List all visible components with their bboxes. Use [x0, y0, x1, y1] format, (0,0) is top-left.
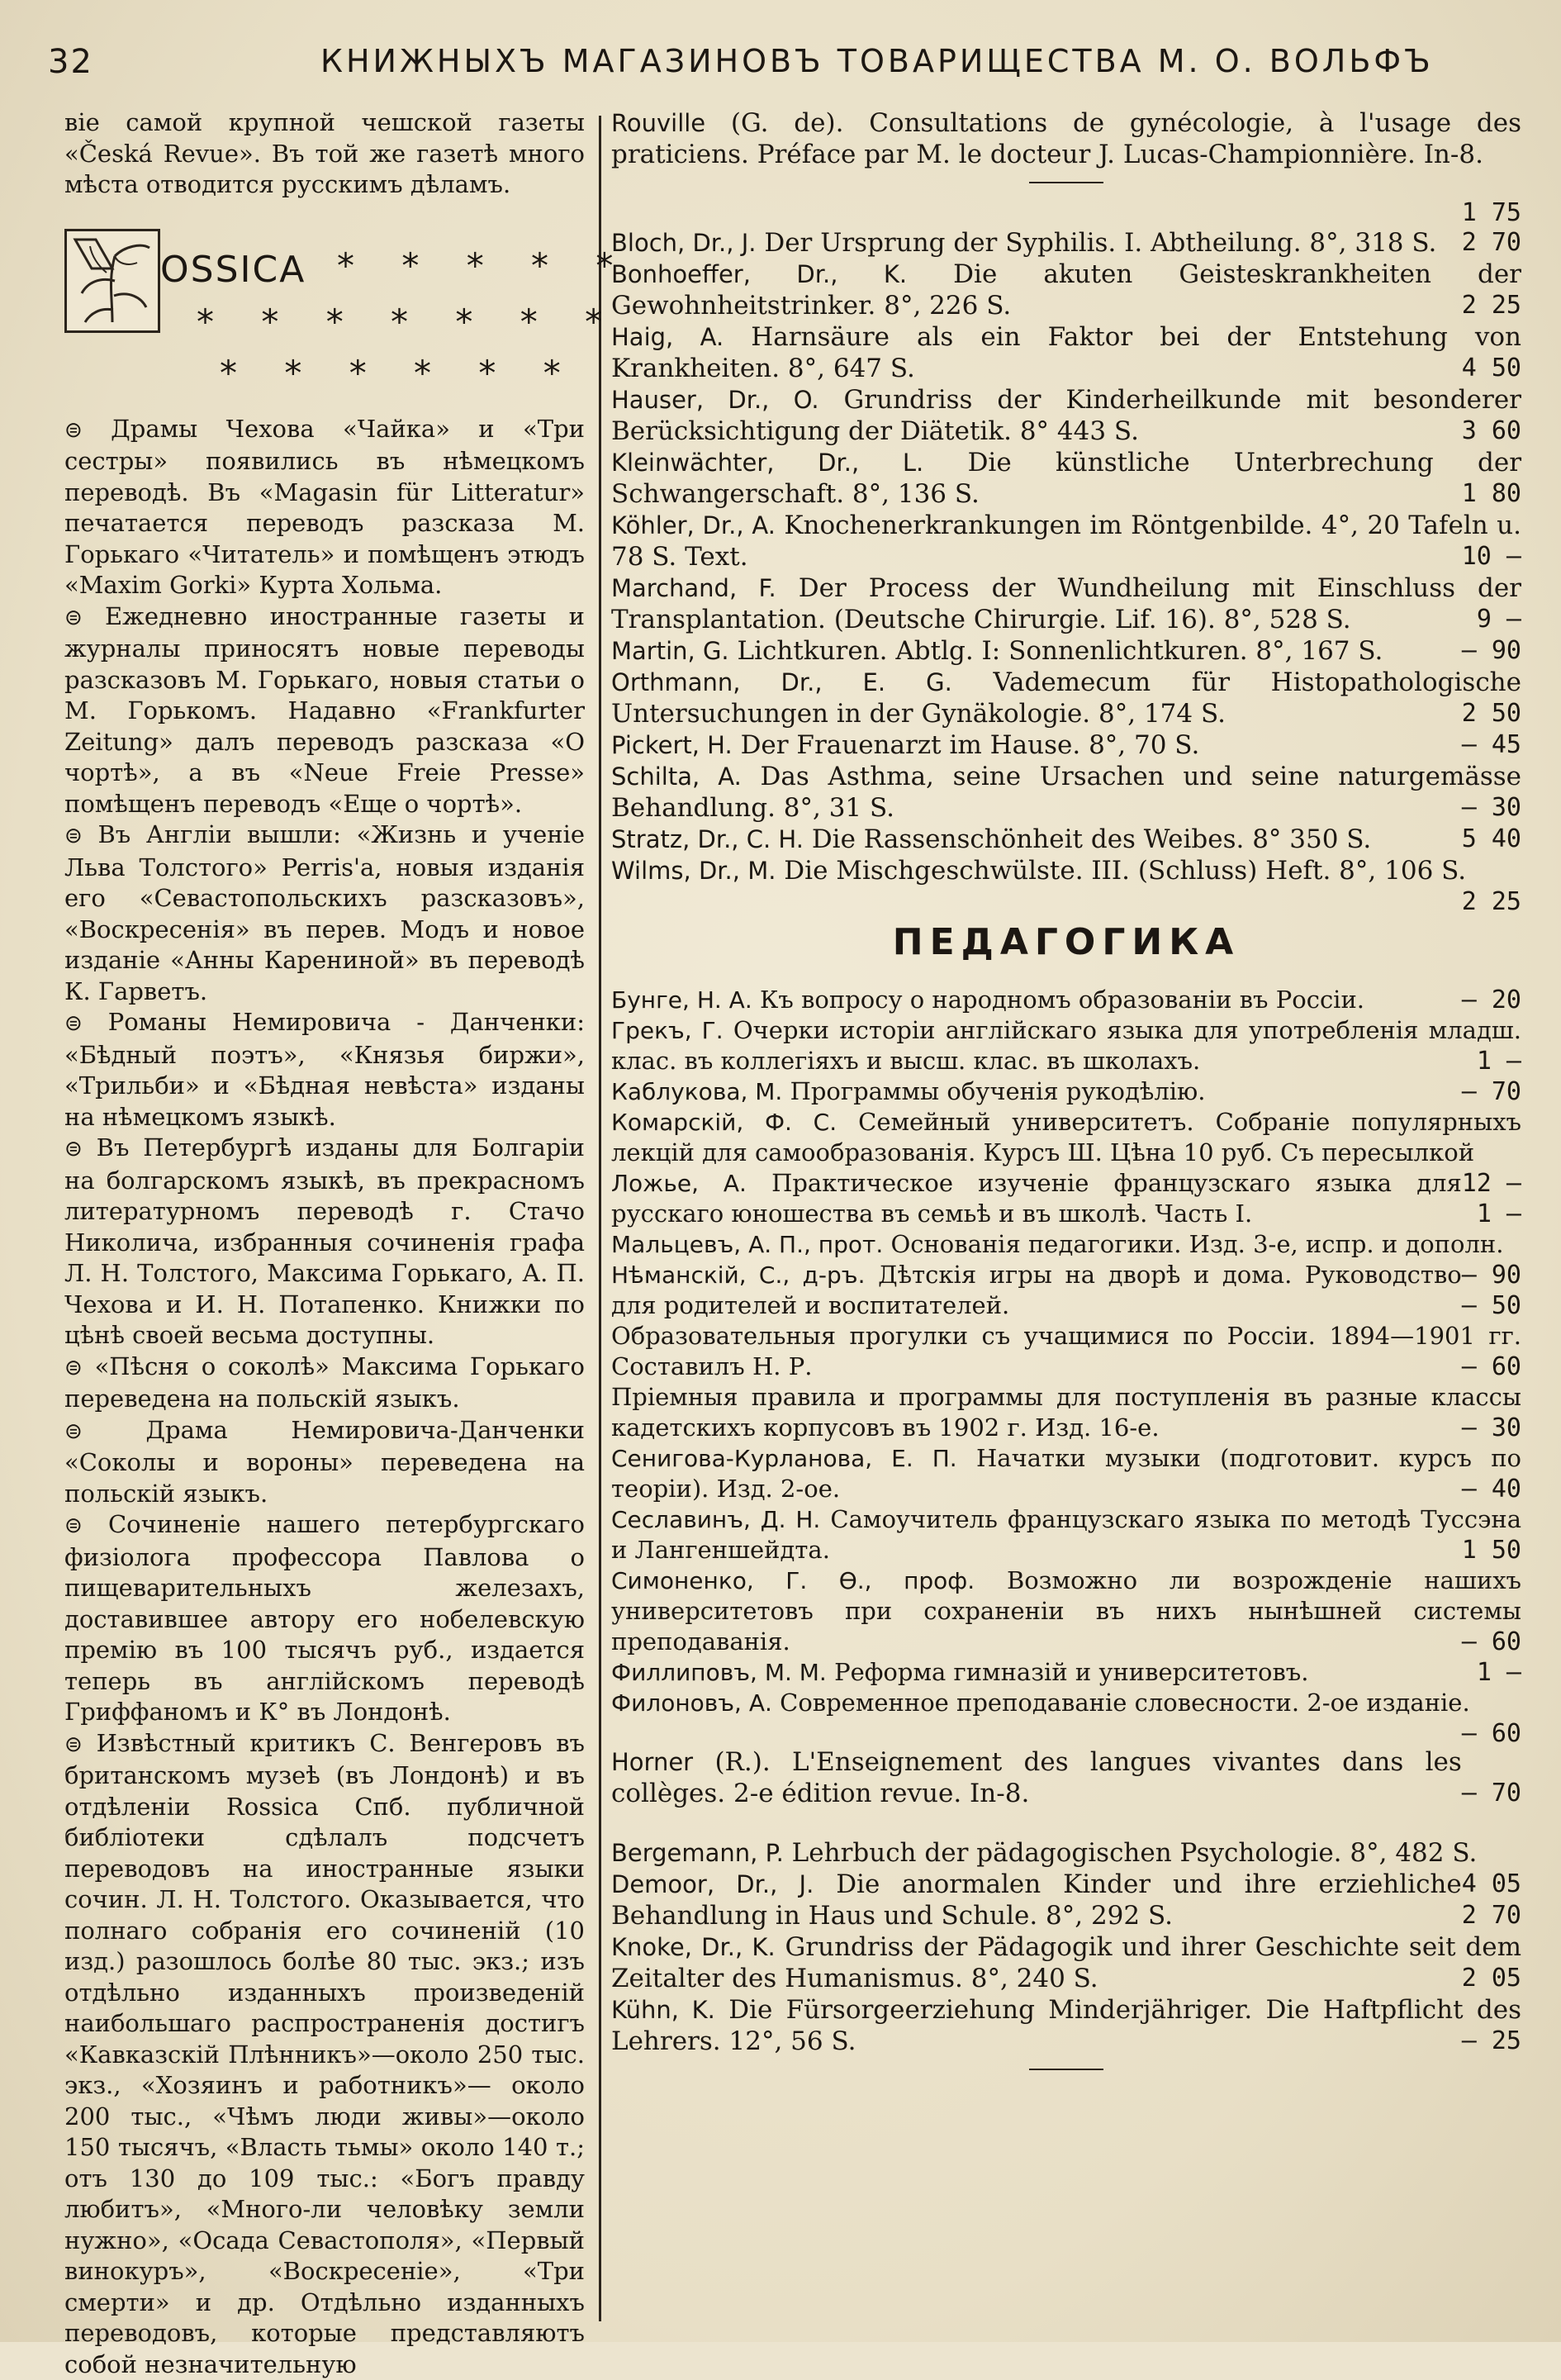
entry-author: Bergemann, P. — [611, 1839, 784, 1867]
book-entry — [611, 227, 1521, 259]
entry-author: Knoke, Dr., K. — [611, 1933, 776, 1961]
rossica-initial-r-icon — [64, 229, 160, 333]
entry-title: Основанія педагогики. Изд. 3-е, испр. и дополн. — [890, 1230, 1503, 1258]
book-entry — [611, 572, 1521, 635]
entry-title: Пріемныя правила и программы для поступленія въ разные классы кадетскихъ корпусовъ въ 1902 г. Изд. 16-е. — [611, 1383, 1521, 1442]
entry-title: Реформа гимназій и университетовъ. — [834, 1658, 1308, 1686]
entry-title: Очерки исторіи англійскаго языка для употребленія младш. клас. въ коллегіяхъ и высш. клас. въ школахъ. — [611, 1016, 1521, 1075]
entry-author: Orthmann, Dr., E. G. — [611, 668, 952, 696]
entry-price: 2 70 — [1462, 1900, 1521, 1931]
news-item: ⊜ «Пѣсня о соколѣ» Максима Горькаго переведена на польскій языкъ. — [64, 1352, 585, 1415]
entry-title: Die künstliche Unterbrechung der Schwangerschaft. 8°, 136 S. — [611, 448, 1521, 509]
book-entry — [611, 985, 1521, 1015]
entry-author: Stratz, Dr., C. H. — [611, 825, 804, 853]
right-column — [611, 107, 1521, 2325]
entry-price: 5 40 — [1462, 824, 1521, 855]
pedagogy-russian-list — [611, 985, 1521, 1718]
book-entry — [611, 259, 1521, 321]
book-entry — [611, 1229, 1521, 1260]
entry-author: Schilta, A. — [611, 762, 742, 791]
entry-title: Vademecum für Histopathologische Untersuchungen in der Gynäkologie. 8°, 174 S. — [611, 667, 1521, 729]
entry-price: 1 75 — [611, 198, 1521, 227]
entry-price: — 70 — [1462, 1076, 1521, 1107]
entry-price: — 45 — [1462, 729, 1521, 761]
news-item: ⊜ Извѣстный критикъ С. Венгеровъ въ британскомъ музеѣ (въ Лондонѣ) и въ отдѣленіи Rossica Спб. публичной библіотеки сдѣлалъ подсчетъ переводовъ на иностранные языки сочин. Л. Н. Толстого. Оказывается, что полнаго собранія его сочиненій (10 изд.) разошлось болѣе 80 тыс. экз.; изъ отдѣльно изданныхъ произведеній наибольшаго распространенія достигъ «Кавказскій Плѣнникъ»—около 250 тыс. экз., «Хозяинъ и работникъ»— около 200 тыс., «Чѣмъ люди живы»—около 150 тысячъ, «Власть тьмы» около 140 т.; отъ 130 до 109 тыс.: «Богъ правду любитъ», «Много-ли человѣку земли нужно», «Осада Севастополя», «Первый винокуръ», «Воскресеніе», «Три смерти» и др. Отдѣльно изданныхъ переводовъ, которые представляютъ собой незначительную — [64, 1728, 585, 2380]
entry-price: 4 50 — [1462, 353, 1521, 384]
book-entry — [611, 1443, 1521, 1504]
german-pedagogy-list — [611, 1837, 1521, 2057]
entry-price: — 60 — [1462, 1352, 1521, 1382]
entry-title: Die akuten Geisteskrankheiten der Gewohnheitstrinker. 8°, 226 S. — [611, 259, 1521, 321]
entry-price: — 60 — [1462, 1718, 1521, 1749]
entry-author: Нѣманскій, С., д-ръ. — [611, 1261, 865, 1289]
entry-author: Marchand, F. — [611, 574, 776, 602]
book-entry — [611, 1869, 1521, 1931]
book-entry — [611, 1688, 1521, 1718]
left-column — [64, 107, 585, 2325]
entry-title: Начатки музыки (подготовит. курсъ по теоріи). Изд. 2-ое. — [611, 1444, 1521, 1503]
entry-author: Бунге, Н. А. — [611, 986, 752, 1014]
entry-author: Комарскій, Ф. С. — [611, 1109, 837, 1136]
book-entry — [611, 1015, 1521, 1076]
star-ornament: * * * * * * * — [197, 302, 620, 342]
entry-author: Ложье, А. — [611, 1170, 747, 1197]
entry-price: 1 — — [1477, 1657, 1521, 1688]
entry-price: 1 — — [1477, 1199, 1521, 1229]
entry-author: Rouville — [611, 109, 705, 137]
book-entry — [611, 384, 1521, 447]
book-entry — [611, 1260, 1521, 1321]
book-entry — [611, 729, 1521, 761]
entry-price: — 90 — [1462, 1260, 1521, 1290]
news-item: ⊜ Драма Немировича-Данченки «Соколы и вороны» переведена на польскій языкъ. — [64, 1415, 585, 1510]
entry-author: Сенигова-Курланова, Е. П. — [611, 1445, 957, 1472]
entry-author: Bonhoeffer, Dr., K. — [611, 260, 907, 288]
entry-author: Wilms, Dr., M. — [611, 857, 776, 885]
entry-price: — 20 — [1462, 985, 1521, 1015]
bullet-icon: ⊜ — [64, 824, 83, 848]
entry-title: Возможно ли возрожденіе нашихъ университетовъ при сохраненіи въ нихъ нынѣшней системы преподаванія. — [611, 1566, 1521, 1656]
separator — [1029, 182, 1103, 183]
entry-author: Каблукова, М. — [611, 1078, 782, 1105]
book-entry — [611, 1837, 1521, 1869]
news-item: ⊜ Драмы Чехова «Чайка» и «Три сестры» появились въ нѣмецкомъ переводѣ. Въ «Magasin für Litteratur» печатается переводъ разсказа М. Горькаго «Читатель» и помѣщенъ этюдъ «Maxim Gorki» Курта Хольма. — [64, 414, 585, 601]
entry-price: 2 25 — [1462, 886, 1521, 918]
entry-title: Der Frauenarzt im Hause. 8°, 70 S. — [741, 730, 1200, 760]
entry-title: Современное преподаваніе словесности. 2-ое изданіе. — [780, 1689, 1470, 1717]
entry-author: Мальцевъ, А. П., прот. — [611, 1231, 883, 1258]
section-title: ПЕДАГОГИКА — [611, 921, 1521, 963]
entry-author: Pickert, H. — [611, 731, 733, 759]
intro-paragraph: віе самой крупной чешской газеты «Česká Revue». Въ той же газетѣ много мѣста отводится русскимъ дѣламъ. — [64, 107, 585, 201]
entry-price: 9 — — [1477, 604, 1521, 635]
news-list — [64, 414, 585, 2380]
entry-price: 1 50 — [1462, 1535, 1521, 1565]
star-ornament: * * * * * * — [220, 353, 579, 393]
book-entry — [611, 1382, 1521, 1443]
bullet-icon: ⊜ — [64, 1419, 83, 1444]
entry-author: Martin, G. — [611, 637, 729, 665]
bullet-icon: ⊜ — [64, 606, 83, 630]
book-entry — [611, 855, 1521, 886]
separator — [1029, 2069, 1103, 2070]
book-entry — [611, 635, 1521, 667]
entry-price: 10 — — [1462, 541, 1521, 572]
book-entry — [611, 1565, 1521, 1657]
news-item: ⊜ Ежедневно иностранные газеты и журналы приносятъ новые переводы разсказовъ М. Горькаго, новыя статьи о М. Горькомъ. Надавно «Frankfurter Zeitung» далъ переводъ разсказа «О чортѣ», а въ «Neue Freie Presse» помѣщенъ переводъ «Еще о чортѣ». — [64, 601, 585, 820]
entry-author: Kühn, K. — [611, 1996, 715, 2024]
book-entry — [611, 1746, 1521, 1809]
entry-title: Die anormalen Kinder und ihre erziehliche Behandlung in Haus und Schule. 8°, 292 S. — [611, 1869, 1462, 1931]
entry-title: (R.). L'Enseignement des langues vivantes dans les collèges. 2-e édition revue. In-8. — [611, 1747, 1462, 1808]
entry-title: Knochenerkrankungen im Röntgenbilde. 4°, 20 Tafeln u. 78 S. Text. — [611, 511, 1521, 572]
entry-price: 12 — — [1462, 1168, 1521, 1199]
rossica-heading — [64, 229, 585, 402]
book-entry — [611, 824, 1521, 855]
entry-author: Horner — [611, 1748, 693, 1776]
entry-author: Филоновъ, А. — [611, 1689, 772, 1717]
book-entry — [611, 1931, 1521, 1994]
entry-title: Самоучитель французскаго языка по методѣ Туссэна и Лангеншейдта. — [611, 1505, 1521, 1564]
running-title: КНИЖНЫХЪ МАГАЗИНОВЪ ТОВАРИЩЕСТВА М. О. ВОЛЬФЪ — [320, 43, 1503, 79]
running-head — [48, 40, 1503, 89]
bullet-icon: ⊜ — [64, 1011, 83, 1036]
news-item: ⊜ Въ Англіи вышли: «Жизнь и ученіе Льва Толстого» Perris'а, новыя изданія его «Севастопольскихъ разсказовъ», «Воскресенія» въ перев. Модъ и новое изданіе «Анны Карениной» въ переводѣ К. Гарветъ. — [64, 819, 585, 1007]
entry-price: 3 60 — [1462, 416, 1521, 447]
news-item: ⊜ Романы Немировича - Данченки: «Бѣдный поэтъ», «Князья биржи», «Трильби» и «Бѣдная невѣста» изданы на нѣмецкомъ языкѣ. — [64, 1007, 585, 1133]
book-entry — [611, 761, 1521, 824]
book-entry — [611, 667, 1521, 729]
entry-price: 1 80 — [1462, 478, 1521, 510]
german-medical-list — [611, 227, 1521, 886]
book-entry — [611, 1107, 1521, 1168]
entry-author: Haig, A. — [611, 323, 724, 351]
bullet-icon: ⊜ — [64, 1356, 83, 1380]
entry-title: Lehrbuch der pädagogischen Psychologie. 8°, 482 S. — [792, 1838, 1478, 1868]
entry-title: Harnsäure als ein Faktor bei der Entstehung von Krankheiten. 8°, 647 S. — [611, 322, 1521, 383]
book-entry — [611, 447, 1521, 510]
entry-price: 2 05 — [1462, 1963, 1521, 1994]
entry-title: Дѣтскія игры на дворѣ и дома. Руководство для родителей и воспитателей. — [611, 1261, 1462, 1319]
entry-price: — 25 — [1462, 2026, 1521, 2057]
entry-price: — 30 — [1462, 1413, 1521, 1443]
book-entry — [611, 321, 1521, 384]
entry-price: — 90 — [1462, 635, 1521, 667]
book-entry — [611, 1321, 1521, 1382]
entry-author: Грекъ, Г. — [611, 1017, 724, 1044]
entry-author: Bloch, Dr., J. — [611, 229, 756, 257]
entry-price: — 50 — [1462, 1290, 1521, 1321]
bullet-icon: ⊜ — [64, 1732, 83, 1757]
book-entry — [611, 1504, 1521, 1565]
entry-title: Grundriss der Pädagogik und ihrer Geschichte seit dem Zeitalter des Humanismus. 8°, 240 S. — [611, 1932, 1521, 1993]
entry-title: (G. de). Consultations de gynécologie, à l'usage des praticiens. Préface par M. le docteur J. Lucas-Championnière. In-8. — [611, 108, 1521, 169]
entry-price: 2 50 — [1462, 698, 1521, 729]
entry-author: Симоненко, Г. Ѳ., проф. — [611, 1567, 975, 1594]
entry-title: Die Rassenschönheit des Weibes. 8° 350 S. — [812, 824, 1371, 854]
entry-author: Köhler, Dr., A. — [611, 511, 776, 539]
entry-title: Der Ursprung der Syphilis. I. Abtheilung. 8°, 318 S. — [764, 228, 1436, 258]
bullet-icon: ⊜ — [64, 418, 83, 443]
book-entry — [611, 107, 1521, 170]
news-item: ⊜ Сочиненіе нашего петербургскаго физіолога профессора Павлова о пищеварительныхъ железахъ, доставившее автору его нобелевскую премію въ 100 тысячъ руб., издается теперь въ англійскомъ переводѣ Гриффаномъ и К° въ Лондонѣ. — [64, 1509, 585, 1728]
page-number: 32 — [48, 43, 93, 81]
bullet-icon: ⊜ — [64, 1137, 83, 1161]
rossica-word: OSSICA — [160, 249, 306, 291]
entry-title: Къ вопросу о народномъ образованіи въ Россіи. — [760, 986, 1364, 1014]
entry-author: Kleinwächter, Dr., L. — [611, 449, 923, 477]
entry-price: — 30 — [1462, 792, 1521, 824]
entry-price: 2 70 — [1462, 227, 1521, 259]
column-divider — [599, 116, 601, 2321]
entry-author: Hauser, Dr., O. — [611, 386, 819, 414]
book-entry — [611, 1076, 1521, 1107]
book-entry — [611, 1657, 1521, 1688]
entry-price: 1 — — [1477, 1046, 1521, 1076]
entry-price: — 60 — [1462, 1627, 1521, 1657]
news-item: ⊜ Въ Петербургѣ изданы для Болгаріи на болгарскомъ языкѣ, въ прекрасномъ литературномъ переводѣ г. Стачо Николича, избранныя сочиненія графа Л. Н. Толстого, Максима Горькаго, А. П. Чехова и И. Н. Потапенко. Книжки по цѣнѣ своей весьма доступны. — [64, 1133, 585, 1352]
entry-author: Demoor, Dr., J. — [611, 1870, 814, 1898]
entry-title: Die Mischgeschwülste. III. (Schluss) Heft. 8°, 106 S. — [784, 856, 1466, 886]
entry-title: Образовательныя прогулки съ учащимися по Россіи. 1894—1901 гг. Составилъ Н. Р. — [611, 1322, 1521, 1380]
entry-title: Программы обученія рукодѣлію. — [790, 1077, 1206, 1105]
entry-price: 4 05 — [1462, 1869, 1521, 1900]
entry-title: Grundriss der Kinderheilkunde mit besonderer Berücksichtigung der Diätetik. 8° 443 S. — [611, 385, 1521, 446]
book-entry — [611, 1994, 1521, 2057]
entry-author: Филлиповъ, М. М. — [611, 1659, 827, 1686]
entry-title: Die Fürsorgeerziehung Minderjähriger. Die Haftpflicht des Lehrers. 12°, 56 S. — [611, 1995, 1521, 2056]
entry-title: Семейный университетъ. Собраніе популярныхъ лекцій для самообразованія. Курсъ Ш. Цѣна 10 руб. Съ пересылкой — [611, 1108, 1521, 1166]
entry-title: Практическое изученіе французскаго языка для русскаго юношества въ семьѣ и въ школѣ. Часть I. — [611, 1169, 1462, 1228]
entry-price: — 70 — [1462, 1778, 1521, 1809]
entry-price: 2 25 — [1462, 290, 1521, 321]
entry-title: Das Asthma, seine Ursachen und seine naturgemässe Behandlung. 8°, 31 S. — [611, 762, 1521, 823]
entry-title: Lichtkuren. Abtlg. I: Sonnenlichtkuren. 8°, 167 S. — [738, 636, 1383, 666]
star-ornament: * * * * * — [337, 245, 631, 286]
bullet-icon: ⊜ — [64, 1513, 83, 1538]
entry-price: — 40 — [1462, 1474, 1521, 1504]
book-entry — [611, 1168, 1521, 1229]
entry-author: Сеславинъ, Д. Н. — [611, 1506, 820, 1533]
entry-title: Der Process der Wundheilung mit Einschluss der Transplantation. (Deutsche Chirurgie. Lif. 16). 8°, 528 S. — [611, 573, 1521, 634]
book-entry — [611, 510, 1521, 572]
